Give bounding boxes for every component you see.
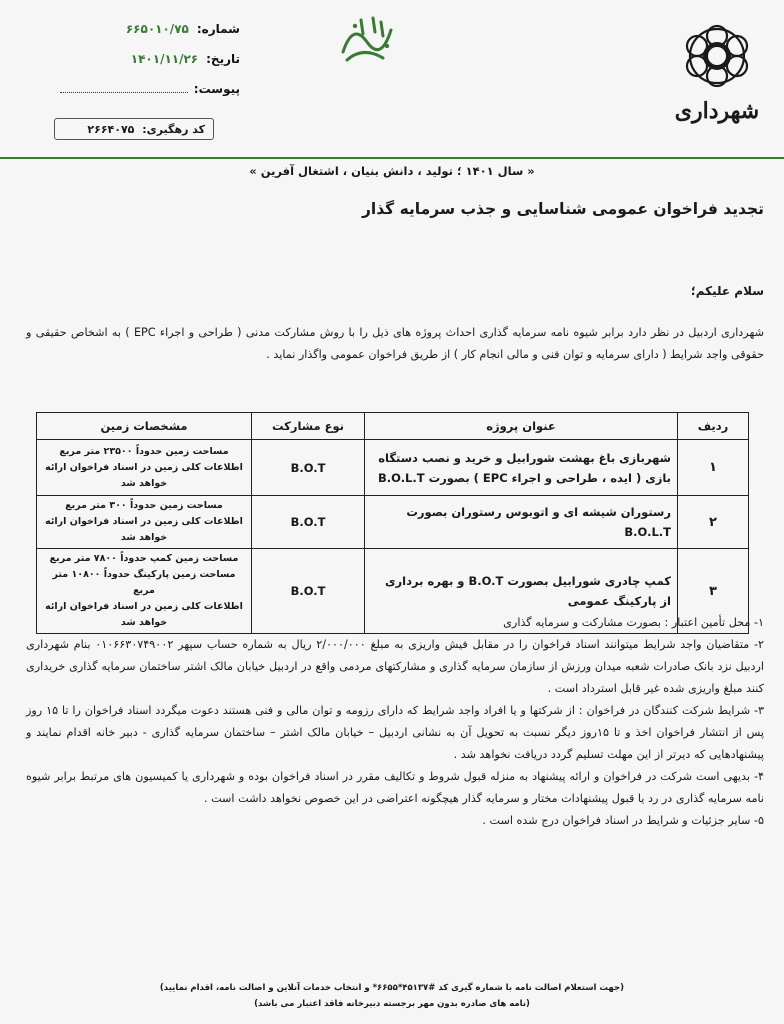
projects-table (36, 412, 749, 634)
table-header-row (37, 413, 749, 440)
number-value: ۶۶۵۰۱۰/۷۵ (125, 22, 189, 36)
land-specs (37, 496, 252, 549)
tracking-value: ۲۶۶۴۰۷۵ (87, 123, 135, 136)
attachment-label: پیوست: (193, 82, 240, 96)
participation-type: B.O.T (252, 549, 365, 634)
date-row (60, 48, 240, 70)
land-line: اطلاعات کلی زمین در اسناد فراخوان ارائه خواهد شد (45, 461, 243, 489)
municipality-logo (674, 22, 760, 140)
header-land: مشخصات زمین (37, 413, 252, 440)
header-project: عنوان پروژه (365, 413, 678, 440)
land-line: اطلاعات کلی زمین در اسناد فراخوان ارائه خواهد شد (45, 601, 243, 628)
number-row (60, 18, 240, 40)
condition-item: ۳- شرایط شرکت کنندگان در فراخوان : از شرکتها و یا افراد واجد شرایط که دارای رزومه و توان مالی و فنی هستند دعوت میگردد اسناد فراخوان را تا ۱۵ روز پس از انتشار فراخوان اخذ و تا ۱۵روز دیگر نسبت به تحویل آن به نشانی اردبیل – خیابان مالک اشتر – ساختمان سرمایه گذاری - دبیر خانه اقدام نمایند و پیشنهادهایی که دیرتر از این مهلت تسلیم گردد دریافت نخواهد شد . (26, 704, 765, 761)
land-line: مساحت زمین حدوداً ۲۳۵۰۰ متر مربع (59, 445, 229, 457)
table-row (37, 496, 749, 549)
conditions-list (26, 612, 764, 832)
land-specs (37, 440, 252, 496)
row-number: ۳ (678, 549, 749, 634)
project-title: کمپ چادری شورابیل بصورت B.O.T و بهره برداری از پارکینگ عمومی (365, 549, 678, 634)
participation-type: B.O.T (252, 496, 365, 549)
row-number: ۲ (678, 496, 749, 549)
land-line: اطلاعات کلی زمین در اسناد فراخوان ارائه خواهد شد (45, 516, 243, 543)
land-line: مساحت زمین پارکینگ حدوداً ۱۰۸۰۰ متر مربع (52, 569, 236, 596)
page-title: تجدید فراخوان عمومی شناسایی و جذب سرمایه گذار (361, 200, 764, 218)
letter-meta (60, 18, 240, 100)
attachment-dotted-line (60, 78, 188, 93)
header-row-no: ردیف (678, 413, 749, 440)
table-row (37, 440, 749, 496)
greeting: سلام علیکم؛ (690, 284, 764, 298)
number-label: شماره: (196, 22, 240, 36)
slogan-calligraphy-logo (333, 12, 399, 68)
tracking-label: کد رهگیری: (142, 123, 205, 136)
date-label: تاریخ: (206, 52, 240, 66)
row-number: ۱ (678, 440, 749, 496)
project-title: شهربازی باغ بهشت شورابیل و خرید و نصب دستگاه بازی ( ایده ، طراحی و اجراء EPC ) بصورت B.O.L.T (365, 440, 678, 496)
footer-validity-line: (نامه های صادره بدون مهر برجسته دبیرخانه فاقد اعتبار می باشد) (254, 999, 530, 1009)
condition-item: ۱- محل تأمین اعتبار : بصورت مشارکت و سرمایه گذاری (503, 616, 764, 629)
footer-verification-line: (جهت استعلام اصالت نامه با شماره گیری کد #۴۵۱۳۷*۶۶۵۵* و انتخاب خدمات آنلاین و اصالت نامه، اقدام نمایید) (159, 983, 625, 993)
condition-item: ۴- بدیهی است شرکت در فراخوان و ارائه پیشنهاد به منزله قبول شروط و تکالیف مقرر در اسناد فراخوان بوده و شهرداری یا کمیسیون های مرتبط برابر شیوه نامه سرمایه گذاری در رد یا قبول پیشنهادات مختار و سرمایه گذار هیچگونه اعتراضی در این خصوص نخواهد داشت است . (26, 770, 764, 805)
attachment-row (60, 78, 240, 100)
land-line: مساحت زمین کمپ حدوداً ۷۸۰۰ متر مربع (49, 553, 239, 564)
condition-item: ۵- سایر جزئیات و شرایط در اسناد فراخوان درج شده است . (482, 814, 764, 827)
tracking-code-box (54, 118, 214, 140)
header-divider (0, 157, 784, 159)
year-slogan: « سال ۱۴۰۱ ؛ تولید ، دانش بنیان ، اشتغال آفرین » (249, 164, 535, 178)
brand-text: شهرداری (674, 98, 760, 124)
header-type: نوع مشارکت (252, 413, 365, 440)
condition-item: ۲- متقاضیان واجد شرایط میتوانند اسناد فراخوان را در مقابل فیش واریزی به مبلغ ۲/۰۰۰/۰۰۰ ریال به شماره حساب سپهر ۰۱۰۶۶۳۰۷۴۹۰۰۲ بنام شهرداری اردبیل نزد بانک صادرات شعبه میدان ورزش از سازمان سرمایه گذاری و مشارکتهای مردمی واقع در اردبیل خیابان مالک اشتر ساختمان سرمایه گذاری خریداری کنند مبلغ واریزی شده غیر قابل استرداد است . (26, 638, 765, 695)
date-value: ۱۴۰۱/۱۱/۲۶ (130, 52, 199, 66)
participation-type: B.O.T (252, 440, 365, 496)
footer-note (0, 980, 784, 1012)
intro-paragraph: شهرداری اردبیل در نظر دارد برابر شیوه نامه سرمایه گذاری احداث پروژه های ذیل را با روش مشارکت مدنی ( طراحی و اجراء EPC ) به اشخاص حقیقی و حقوقی واجد شرایط ( دارای سرمایه و توان فنی و مالی انجام کار ) از طریق فراخوان عمومی واگذار نماید . (26, 326, 764, 361)
land-line: مساحت زمین حدوداً ۳۰۰ متر مربع (65, 500, 223, 511)
project-title: رستوران شیشه ای و اتوبوس رستوران بصورت B.O.L.T (365, 496, 678, 549)
